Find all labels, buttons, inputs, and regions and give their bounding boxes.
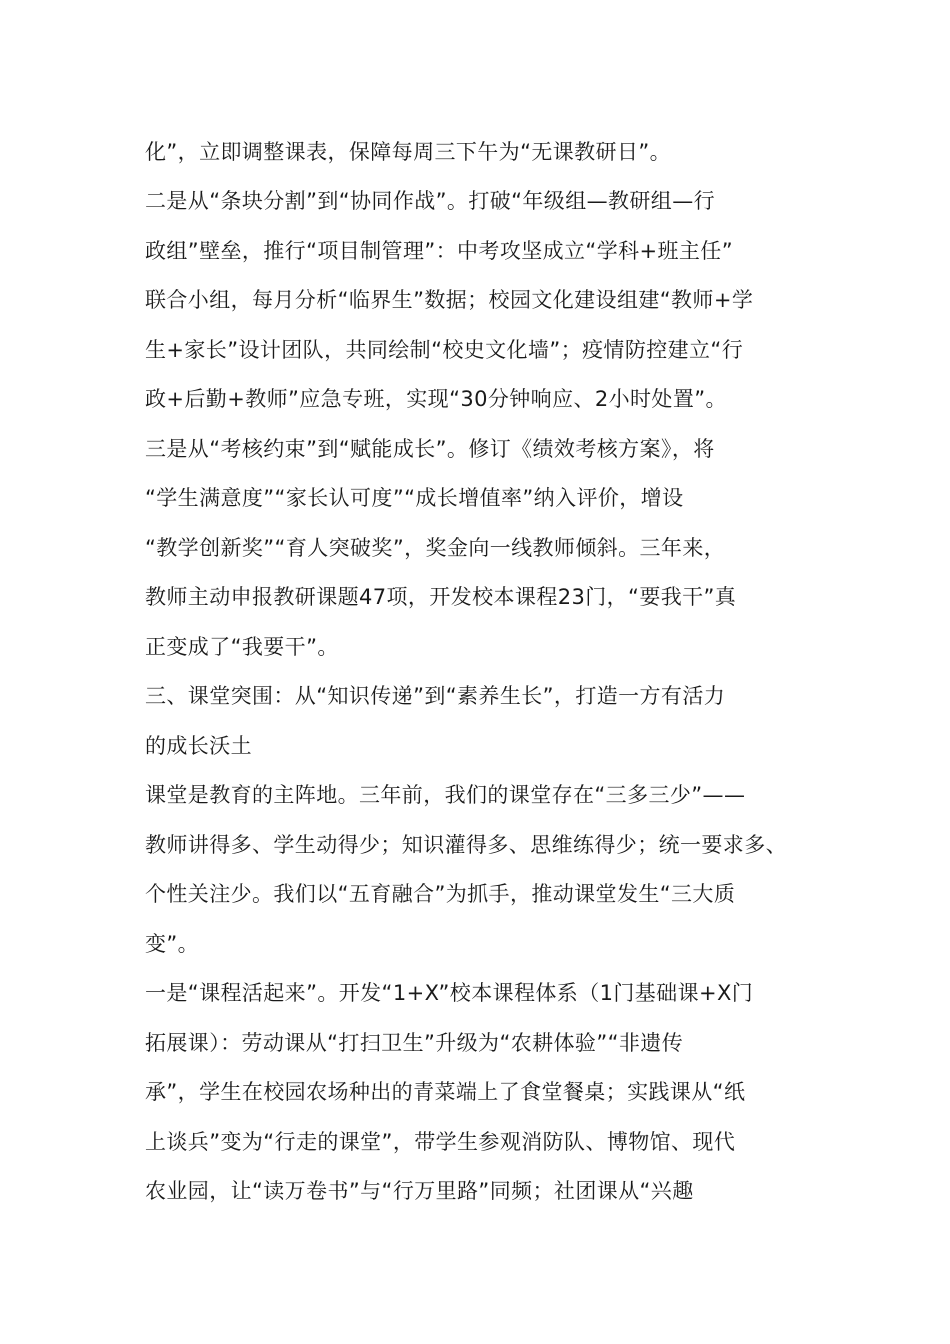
paragraph-line-18: 承”，学生在校园农场种出的青菜端上了食堂餐桌；实践课从“纸 [145, 1080, 746, 1104]
section-heading-line-1: 三、课堂突围：从“知识传递”到“素养生长”，打造一方有活力 [145, 684, 726, 708]
paragraph-line-4: 联合小组，每月分析“临界生”数据；校园文化建设组建“教师+学 [145, 288, 754, 312]
paragraph-line-7: 三是从“考核约束”到“赋能成长”。修订《绩效考核方案》，将 [145, 437, 715, 461]
paragraph-line-20: 农业园，让“读万卷书”与“行万里路”同频；社团课从“兴趣 [145, 1179, 694, 1203]
section-heading-line-2: 的成长沃土 [145, 734, 252, 758]
paragraph-line-1: 化”，立即调整课表，保障每周三下午为“无课教研日”。 [145, 140, 672, 164]
paragraph-line-3: 政组”壁垒，推行“项目制管理”：中考攻坚成立“学科+班主任” [145, 239, 733, 263]
paragraph-line-5: 生+家长”设计团队，共同绘制“校史文化墙”；疫情防控建立“行 [145, 338, 744, 362]
paragraph-line-17: 拓展课）：劳动课从“打扫卫生”升级为“农耕体验”“非遗传 [145, 1031, 684, 1055]
paragraph-line-11: 正变成了“我要干”。 [145, 635, 339, 659]
paragraph-line-16: 一是“课程活起来”。开发“1+X”校本课程体系（1门基础课+X门 [145, 981, 754, 1005]
paragraph-line-15: 变”。 [145, 932, 200, 956]
paragraph-line-2: 二是从“条块分割”到“协同作战”。打破“年级组—教研组—行 [145, 189, 715, 213]
paragraph-line-8: “学生满意度”“家长认可度”“成长增值率”纳入评价，增设 [145, 486, 684, 510]
paragraph-line-13: 教师讲得多、学生动得少；知识灌得多、思维练得少；统一要求多、 [145, 833, 787, 857]
paragraph-line-19: 上谈兵”变为“行走的课堂”，带学生参观消防队、博物馆、现代 [145, 1130, 736, 1154]
paragraph-line-10: 教师主动申报教研课题47项，开发校本课程23门，“要我干”真 [145, 585, 737, 609]
paragraph-line-9: “教学创新奖”“育人突破奖”，奖金向一线教师倾斜。三年来， [145, 536, 726, 560]
paragraph-line-6: 政+后勤+教师”应急专班，实现“30分钟响应、2小时处置”。 [145, 387, 727, 411]
paragraph-line-12: 课堂是教育的主阵地。三年前，我们的课堂存在“三多三少”—— [145, 783, 746, 807]
paragraph-line-14: 个性关注少。我们以“五育融合”为抓手，推动课堂发生“三大质 [145, 882, 736, 906]
